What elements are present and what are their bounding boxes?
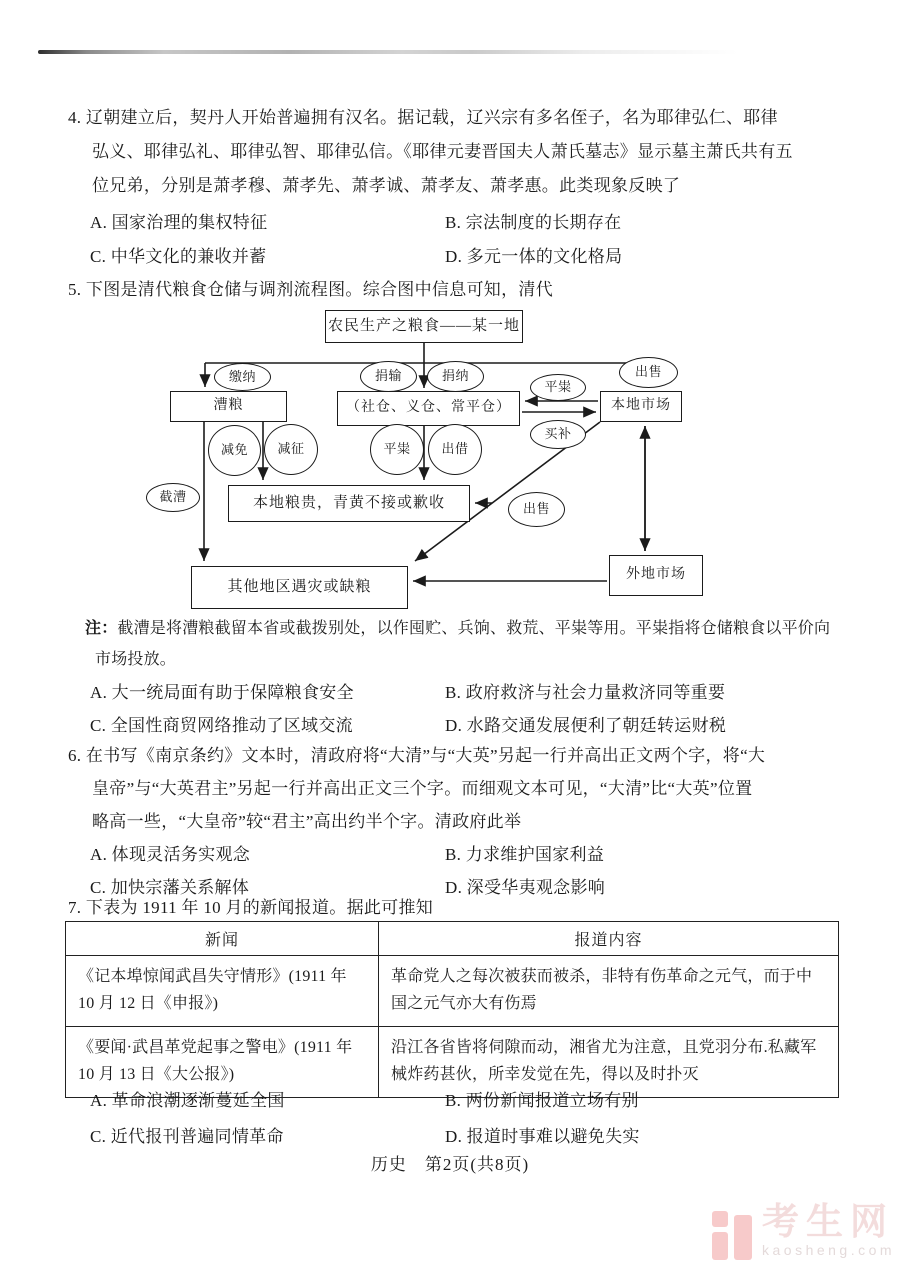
scan-artifact-line: [38, 50, 738, 54]
flow-oval-chushou-lower: 出售: [508, 492, 565, 527]
flow-oval-pingtiao-upper: 平粜: [530, 374, 586, 401]
q4-option-a: A. 国家治理的集权特征: [90, 213, 268, 232]
flow-box-granaries: （社仓、义仓、常平仓）: [337, 391, 520, 426]
q4-option-b: B. 宗法制度的长期存在: [445, 213, 622, 232]
flow-box-grain-shortage: 本地粮贵，青黄不接或歉收: [228, 485, 470, 522]
q7-option-a: A. 革命浪潮逐渐蔓延全国: [90, 1091, 285, 1110]
flow-box-local-market: 本地市场: [600, 391, 682, 422]
q4-option-c: C. 中华文化的兼收并蓄: [90, 247, 267, 266]
flow-box-outer-market: 外地市场: [609, 555, 703, 596]
q6-option-d: D. 深受华夷观念影响: [445, 878, 606, 897]
flow-oval-jianzheng: 减征: [264, 424, 318, 475]
q5-flowchart: [0, 308, 900, 614]
q5-note-label: 注：: [85, 620, 118, 637]
flow-oval-chushou-top: 出售: [619, 357, 678, 388]
flow-oval-chujie: 出借: [428, 424, 482, 475]
q5-note-line2: 市场投放。: [95, 651, 177, 668]
watermark-url: kaosheng.com: [762, 1242, 896, 1258]
q7-option-d: D. 报道时事难以避免失实: [445, 1127, 640, 1146]
q5-note-text: 截漕是将漕粮截留本省或截拨别处，以作囤贮、兵饷、救荒、平粜等用。平粜指将仓储粮食以平价向: [117, 620, 831, 637]
table-cell-content-1: 革命党人之每次被获而被杀，非特有伤革命之元气，而于中国之元气亦大有伤焉: [379, 956, 839, 1027]
q6-option-a: A. 体现灵活务实观念: [90, 845, 251, 864]
q4-option-d: D. 多元一体的文化格局: [445, 247, 623, 266]
q6-stem-line3: 略高一些，“大皇帝”较“君主”高出约半个字。清政府此举: [92, 812, 522, 831]
q4-stem-line1: 4. 辽朝建立后，契丹人开始普遍拥有汉名。据记载，辽兴宗有多名侄子，名为耶律弘仁、耶律: [68, 108, 778, 127]
flow-oval-maibu: 买补: [530, 420, 586, 449]
q6-option-b: B. 力求维护国家利益: [445, 845, 605, 864]
table-row: [66, 956, 839, 1027]
q7-stem: 7. 下表为 1911 年 10 月的新闻报道。据此可推知: [68, 898, 434, 917]
q7-news-table: [65, 921, 839, 1098]
q4-stem-line3: 位兄弟，分别是萧孝穆、萧孝先、萧孝诚、萧孝友、萧孝惠。此类现象反映了: [92, 176, 681, 195]
flow-oval-jiaona: 缴纳: [214, 363, 271, 391]
q6-option-c: C. 加快宗藩关系解体: [90, 878, 250, 897]
watermark: [712, 1203, 895, 1265]
table-header-content: 报道内容: [379, 922, 839, 956]
flow-box-caoliang: 漕粮: [170, 391, 287, 422]
flow-oval-juanna: 捐纳: [427, 361, 484, 392]
table-cell-news-2: 《要闻·武昌革党起事之警电》(1911 年 10 月 13 日《大公报》): [66, 1027, 379, 1098]
page-footer: 历史 第2页(共8页): [370, 1155, 530, 1174]
table-cell-content-2: 沿江各省皆将伺隙而动，湘省尤为注意，且党羽分布.私藏军械炸药甚伙，所幸发觉在先，得以及时扑灭: [379, 1027, 839, 1098]
q7-option-c: C. 近代报刊普遍同情革命: [90, 1127, 284, 1146]
q5-option-d: D. 水路交通发展便利了朝廷转运财税: [445, 716, 727, 735]
q5-option-a: A. 大一统局面有助于保障粮食安全: [90, 683, 354, 702]
kaosheng-logo-icon: [712, 1209, 758, 1265]
q4-stem-line2: 弘义、耶律弘礼、耶律弘智、耶律弘信。《耶律元妻晋国夫人萧氏墓志》显示墓主萧氏共有五: [92, 142, 793, 161]
watermark-name: 考生网: [762, 1201, 894, 1242]
q5-option-b: B. 政府救济与社会力量救济同等重要: [445, 683, 726, 702]
watermark-text: [762, 1203, 895, 1258]
flow-oval-jiecao: 截漕: [146, 483, 200, 512]
flow-box-farmer-grain: 农民生产之粮食——某一地: [325, 310, 523, 343]
q5-option-c: C. 全国性商贸网络推动了区域交流: [90, 716, 353, 735]
q5-note-line1: [85, 617, 830, 641]
q7-option-b: B. 两份新闻报道立场有别: [445, 1091, 639, 1110]
q6-stem-line2: 皇帝”与“大英君主”另起一行并高出正文三个字。而细观文本可见，“大清”比“大英”位置: [92, 779, 753, 798]
table-header-news: 新闻: [66, 922, 379, 956]
flow-oval-pingtiao-mid: 平粜: [370, 424, 424, 475]
flow-oval-jianmian: 减免: [208, 425, 261, 476]
q6-stem-line1: 6. 在书写《南京条约》文本时，清政府将“大清”与“大英”另起一行并高出正文两个字，将“大: [68, 746, 766, 765]
table-header-row: [66, 922, 839, 956]
flow-box-other-regions: 其他地区遇灾或缺粮: [191, 566, 408, 609]
flow-oval-juanshu: 捐输: [360, 361, 417, 392]
table-cell-news-1: 《记本埠惊闻武昌失守情形》(1911 年 10 月 12 日《申报》): [66, 956, 379, 1027]
q5-stem: 5. 下图是清代粮食仓储与调剂流程图。综合图中信息可知，清代: [68, 280, 553, 299]
